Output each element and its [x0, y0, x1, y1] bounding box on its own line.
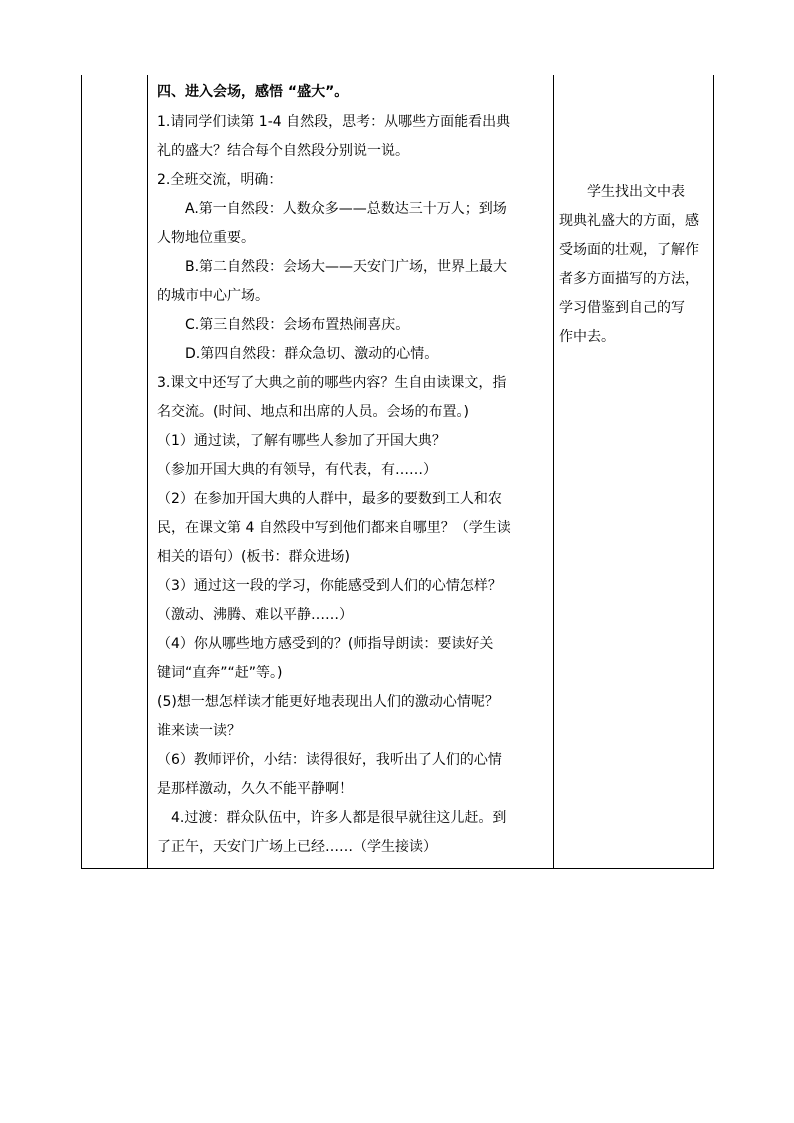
table-border-bottom [81, 868, 714, 869]
lesson-plan-table [81, 75, 714, 869]
main-line-26: 了正午，天安门广场上已经……（学生接读） [157, 839, 437, 855]
main-line-10: 3.课文中还写了大典之前的哪些内容？生自由读课文，指 [157, 375, 507, 391]
main-line-9: D.第四自然段：群众急切、激动的心情。 [185, 346, 439, 362]
main-line-12: （1）通过读，了解有哪些人参加了开国大典？ [157, 433, 446, 449]
main-line-1: 1.请同学们读第 1-4 自然段，思考：从哪些方面能看出典 [157, 114, 511, 130]
side-line-5: 学习借鉴到自己的写 [559, 300, 685, 316]
main-line-4: A.第一自然段：人数众多——总数达三十万人；到场 [185, 201, 507, 217]
main-line-13: （参加开国大典的有领导，有代表，有……） [157, 462, 437, 478]
main-line-17: （3）通过这一段的学习，你能感受到人们的心情怎样？ [157, 578, 502, 594]
side-line-4: 者多方面描写的方法， [559, 271, 699, 287]
table-border-left [81, 75, 82, 869]
table-border-right [713, 75, 714, 869]
main-line-7: 的城市中心广场。 [157, 288, 269, 304]
main-line-6: B.第二自然段：会场大——天安门广场，世界上最大 [185, 259, 508, 275]
main-line-8: C.第三自然段：会场布置热闹喜庆。 [185, 317, 410, 333]
main-line-21: (5)想一想怎样读才能更好地表现出人们的激动心情呢？ [157, 694, 499, 710]
main-line-15: 民，在课文第 4 自然段中写到他们都来自哪里？（学生读 [157, 520, 511, 536]
side-line-1: 学生找出文中表 [587, 184, 685, 200]
main-line-5: 人物地位重要。 [157, 230, 255, 246]
main-line-11: 名交流。(时间、地点和出席的人员。会场的布置。) [157, 404, 469, 420]
main-line-24: 是那样激动，久久不能平静啊！ [157, 781, 353, 797]
table-divider-1 [147, 75, 148, 869]
main-line-23: （6）教师评价，小结：读得很好，我听出了人们的心情 [157, 752, 502, 768]
main-line-18: （激动、沸腾、难以平静……） [157, 607, 353, 623]
side-line-3: 受场面的壮观，了解作 [559, 242, 699, 258]
main-line-2: 礼的盛大？结合每个自然段分别说一说。 [157, 143, 409, 159]
section-title: 四、进入会场，感悟 “盛大”。 [157, 84, 349, 100]
side-line-6: 作中去。 [559, 329, 615, 345]
table-divider-2 [553, 75, 554, 869]
main-line-22: 谁来读一读？ [157, 723, 241, 739]
main-line-20: 键词“直奔”“赶”等。) [157, 665, 283, 681]
main-line-16: 相关的语句）(板书：群众进场) [157, 549, 350, 565]
main-line-19: （4）你从哪些地方感受到的？(师指导朗读：要读好关 [157, 636, 494, 652]
side-line-2: 现典礼盛大的方面，感 [559, 213, 699, 229]
main-line-25: 4.过渡：群众队伍中，许多人都是很早就往这儿赶。到 [171, 810, 507, 826]
main-line-14: （2）在参加开国大典的人群中，最多的要数到工人和农 [157, 491, 502, 507]
main-line-3: 2.全班交流，明确： [157, 172, 283, 188]
